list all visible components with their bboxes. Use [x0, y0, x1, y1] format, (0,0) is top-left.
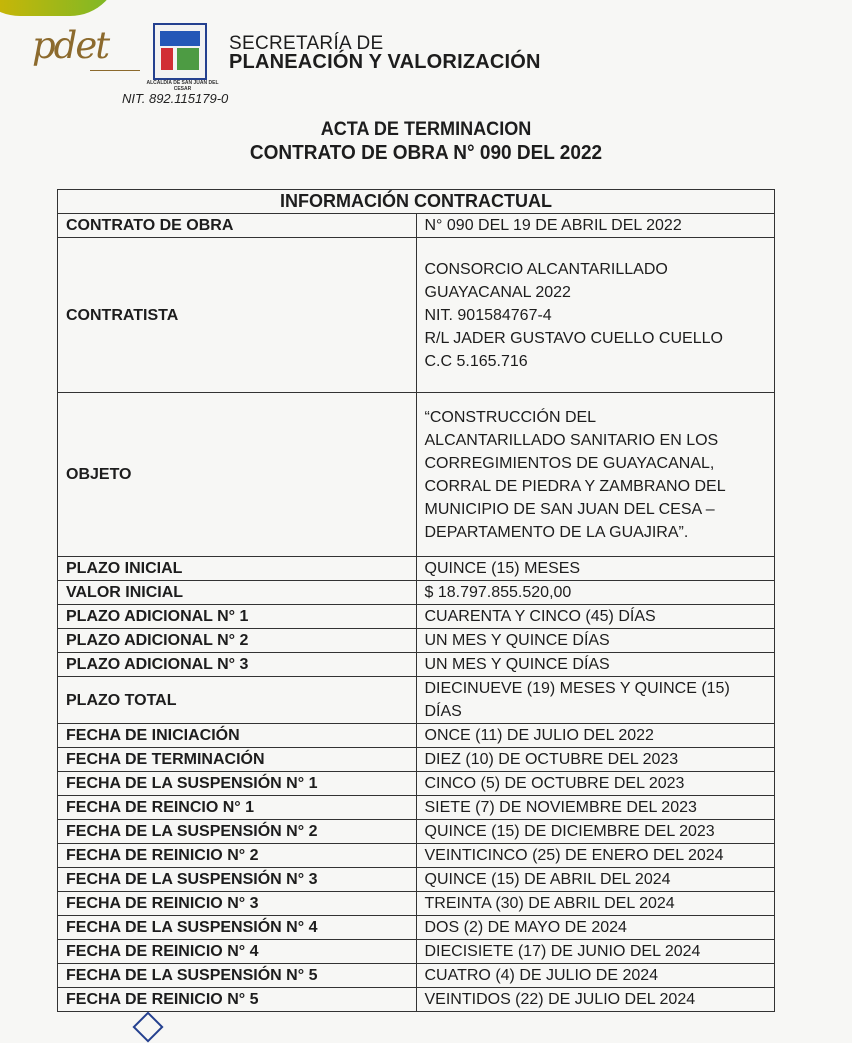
row-value-line: DÍAS: [424, 703, 462, 720]
row-label: FECHA DE REINICIO N° 2: [58, 844, 417, 868]
row-value: [416, 677, 775, 724]
row-label: CONTRATO DE OBRA: [58, 214, 417, 238]
table-row: [58, 820, 775, 844]
table-row: [58, 629, 775, 653]
row-label: OBJETO: [58, 393, 417, 557]
row-value-line: CUATRO (4) DE JULIO DE 2024: [424, 967, 659, 984]
table-row: [58, 868, 775, 892]
row-label: PLAZO INICIAL: [58, 557, 417, 581]
row-value-line: ALCANTARILLADO SANITARIO EN LOS: [424, 431, 719, 449]
row-value-line: CORREGIMIENTOS DE GUAYACANAL,: [424, 454, 715, 472]
table-row: [58, 988, 775, 1012]
row-value: [416, 940, 775, 964]
row-value-line: ONCE (11) DE JULIO DEL 2022: [424, 727, 654, 744]
shield-red-block: [161, 48, 173, 70]
row-label: FECHA DE LA SUSPENSIÓN N° 2: [58, 820, 417, 844]
shield-blue-band: [160, 31, 200, 46]
row-value: [416, 844, 775, 868]
table-row: [58, 605, 775, 629]
row-label: FECHA DE LA SUSPENSIÓN N° 1: [58, 772, 417, 796]
row-label: PLAZO TOTAL: [58, 677, 417, 724]
row-label: PLAZO ADICIONAL N° 2: [58, 629, 417, 653]
row-label: FECHA DE LA SUSPENSIÓN N° 3: [58, 868, 417, 892]
row-value-line: CONSORCIO ALCANTARILLADO: [424, 260, 668, 278]
row-value: [416, 581, 775, 605]
corner-swoosh-decoration: [0, 0, 120, 16]
row-value-line: QUINCE (15) DE ABRIL DEL 2024: [424, 871, 671, 888]
row-value: [416, 892, 775, 916]
row-value-line: N° 090 DEL 19 DE ABRIL DEL 2022: [424, 217, 682, 234]
table-row: [58, 581, 775, 605]
row-value: [416, 748, 775, 772]
pdet-logo: [32, 22, 147, 82]
municipal-shield-icon: [153, 23, 207, 80]
row-value-line: DIECISIETE (17) DE JUNIO DEL 2024: [424, 943, 701, 960]
row-value: [416, 868, 775, 892]
row-value-line: CORRAL DE PIEDRA Y ZAMBRANO DEL: [424, 477, 726, 495]
row-value-line: MUNICIPIO DE SAN JUAN DEL CESA –: [424, 500, 715, 518]
table-row: [58, 653, 775, 677]
table-row: [58, 964, 775, 988]
row-value-line: CUARENTA Y CINCO (45) DÍAS: [424, 608, 656, 625]
table-heading-row: [58, 190, 775, 214]
table-row: [58, 940, 775, 964]
alcaldia-caption: ALCALDÍA DE SAN JUAN DEL CESAR: [146, 80, 219, 92]
row-value: [416, 393, 775, 557]
row-label: FECHA DE REINCIO N° 1: [58, 796, 417, 820]
row-value-line: CINCO (5) DE OCTUBRE DEL 2023: [424, 775, 685, 792]
table-row: [58, 772, 775, 796]
table-row: [58, 748, 775, 772]
row-label: FECHA DE REINICIO N° 5: [58, 988, 417, 1012]
row-value: [416, 820, 775, 844]
row-value-line: $ 18.797.855.520,00: [424, 584, 572, 601]
row-value-line: “CONSTRUCCIÓN DEL: [424, 408, 597, 426]
pdet-logo-text: pdet: [32, 24, 109, 67]
row-value: [416, 988, 775, 1012]
row-value: [416, 964, 775, 988]
table-row: [58, 796, 775, 820]
row-value: [416, 214, 775, 238]
row-value-line: NIT. 901584767-4: [424, 306, 552, 324]
row-value-line: R/L JADER GUSTAVO CUELLO CUELLO: [424, 329, 723, 347]
row-value-line: DEPARTAMENTO DE LA GUAJIRA”.: [424, 523, 689, 541]
row-value-line: VEINTICINCO (25) DE ENERO DEL 2024: [424, 847, 724, 864]
row-value: [416, 772, 775, 796]
row-value-line: UN MES Y QUINCE DÍAS: [424, 656, 610, 673]
table-row: [58, 238, 775, 393]
secretariat-name: PLANEACIÓN Y VALORIZACIÓN: [229, 51, 541, 73]
row-value: [416, 916, 775, 940]
row-value: [416, 629, 775, 653]
row-value: [416, 724, 775, 748]
table-row: [58, 844, 775, 868]
row-value-line: QUINCE (15) MESES: [424, 560, 581, 577]
row-value-line: DIECINUEVE (19) MESES Y QUINCE (15): [424, 680, 730, 697]
row-value: [416, 605, 775, 629]
row-label: FECHA DE LA SUSPENSIÓN N° 5: [58, 964, 417, 988]
row-value-line: SIETE (7) DE NOVIEMBRE DEL 2023: [424, 799, 697, 816]
row-label: PLAZO ADICIONAL N° 3: [58, 653, 417, 677]
row-value-line: GUAYACANAL 2022: [424, 283, 571, 301]
row-value: [416, 238, 775, 393]
row-value: [416, 796, 775, 820]
row-value-line: UN MES Y QUINCE DÍAS: [424, 632, 610, 649]
organization-nit: NIT. 892.115179-0: [122, 91, 229, 106]
table-row: [58, 393, 775, 557]
row-label: FECHA DE TERMINACIÓN: [58, 748, 417, 772]
contract-information-table: [57, 189, 775, 1012]
row-label: VALOR INICIAL: [58, 581, 417, 605]
row-value-line: C.C 5.165.716: [424, 352, 528, 370]
pdet-logo-underline: [90, 70, 140, 81]
table-row: [58, 677, 775, 724]
shield-green-block: [177, 48, 199, 70]
row-value-line: DOS (2) DE MAYO DE 2024: [424, 919, 627, 936]
row-label: FECHA DE REINICIO N° 3: [58, 892, 417, 916]
contract-title: CONTRATO DE OBRA N° 090 DEL 2022: [249, 142, 603, 164]
row-value: [416, 653, 775, 677]
secretariat-label: SECRETARÍA DE: [229, 33, 384, 54]
contract-table-body: [58, 214, 775, 1012]
table-row: [58, 892, 775, 916]
row-label: PLAZO ADICIONAL N° 1: [58, 605, 417, 629]
table-row: [58, 214, 775, 238]
table-heading: INFORMACIÓN CONTRACTUAL: [58, 190, 775, 214]
row-label: FECHA DE REINICIO N° 4: [58, 940, 417, 964]
row-value-line: TREINTA (30) DE ABRIL DEL 2024: [424, 895, 675, 912]
table-row: [58, 916, 775, 940]
table-row: [58, 724, 775, 748]
row-label: CONTRATISTA: [58, 238, 417, 393]
row-value: [416, 557, 775, 581]
row-value-line: VEINTIDOS (22) DE JULIO DEL 2024: [424, 991, 696, 1008]
row-value-line: QUINCE (15) DE DICIEMBRE DEL 2023: [424, 823, 715, 840]
row-label: FECHA DE INICIACIÓN: [58, 724, 417, 748]
document-title: ACTA DE TERMINACION: [320, 119, 532, 140]
table-row: [58, 557, 775, 581]
row-value-line: DIEZ (10) DE OCTUBRE DEL 2023: [424, 751, 679, 768]
row-label: FECHA DE LA SUSPENSIÓN N° 4: [58, 916, 417, 940]
bottom-logo-fragment: [132, 1011, 163, 1042]
